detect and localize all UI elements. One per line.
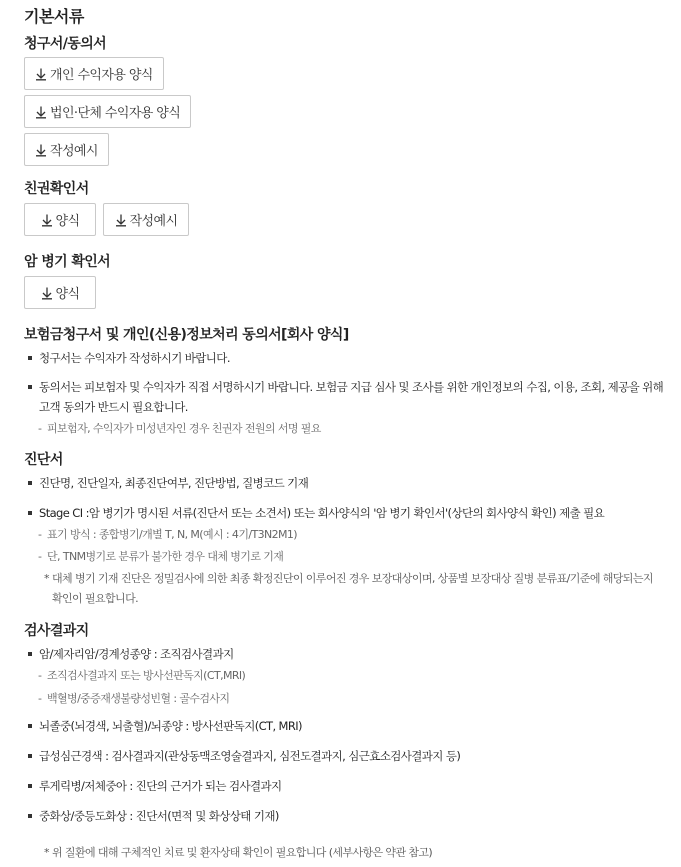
sub-item: - 조직검사결과지 또는 방사선판독지(CT,MRI) — [38, 669, 246, 682]
sub-item: - 단, TNM병기로 분류가 불가한 경우 대체 병기로 기재 — [38, 550, 284, 563]
download-icon — [35, 105, 47, 119]
download-icon — [35, 143, 47, 157]
download-icon — [35, 67, 47, 81]
download-claim-example-button[interactable] — [24, 133, 109, 166]
list-item: 암/제자리암/경계성종양 : 조직검사결과지 — [28, 644, 668, 664]
button-label: 작성예시 — [129, 214, 178, 229]
button-label: 양식 — [55, 214, 80, 229]
list-item: 동의서는 피보험자 및 수익자가 직접 서명하시기 바랍니다. 보험금 지급 심사 및 조사를 위한 개인정보의 수집, 이용, 조회, 제공을 위해 고객 동의가 반드시 필요합니다. — [28, 377, 668, 417]
download-kinship-form-button[interactable] — [24, 203, 96, 236]
download-corporate-form-button[interactable] — [24, 95, 191, 128]
list-item: Stage CI :암 병기가 명시된 서류(진단서 또는 소견서) 또는 회사양식의 '암 병기 확인서'(상단의 회사양식 확인) 제출 필요 — [28, 503, 668, 523]
sub-item: - 표기 방식 : 종합병기/개별 T, N, M(예시 : 4기/T3N2M1) — [38, 528, 297, 541]
section-title-test-results: 검사결과지 — [24, 623, 89, 639]
download-icon — [41, 286, 53, 300]
download-personal-form-button[interactable] — [24, 57, 164, 90]
download-cancer-stage-form-button[interactable] — [24, 276, 96, 309]
list-item: 청구서는 수익자가 작성하시기 바랍니다. — [28, 348, 668, 368]
download-icon — [115, 213, 127, 227]
download-kinship-example-button[interactable] — [103, 203, 189, 236]
download-icon — [41, 213, 53, 227]
footnote: * 위 질환에 대해 구체적인 치료 및 환자상태 확인이 필요합니다 (세부사항은 약관 참고) — [44, 846, 433, 859]
section-title-cancer-stage: 암 병기 확인서 — [24, 254, 111, 270]
section-title-diagnosis: 진단서 — [24, 452, 63, 468]
list-item: 중화상/중등도화상 : 진단서(면적 및 화상상태 기재) — [28, 806, 668, 826]
footnote: * 대체 병기 기재 진단은 정밀검사에 의한 최종 확정진단이 이루어진 경우 보장대상이며, 상품별 보장대상 질병 분류표/기준에 해당되는지 확인이 필요합니다. — [44, 572, 653, 605]
page-title: 기본서류 — [24, 7, 84, 26]
list-item: 진단명, 진단일자, 최종진단여부, 진단방법, 질병코드 기재 — [28, 473, 668, 493]
section-title-claim: 청구서/동의서 — [24, 36, 107, 52]
sub-item: - 피보험자, 수익자가 미성년자인 경우 친권자 전원의 서명 필요 — [38, 422, 321, 435]
button-label: 개인 수익자용 양식 — [50, 68, 153, 83]
list-item: 루게릭병/저체중아 : 진단의 근거가 되는 검사결과지 — [28, 776, 668, 796]
list-item: 뇌졸중(뇌경색, 뇌출혈)/뇌종양 : 방사선판독지(CT, MRI) — [28, 716, 668, 736]
section-title-kinship: 친권확인서 — [24, 181, 89, 197]
section-title-consent: 보험금청구서 및 개인(신용)정보처리 동의서[회사 양식] — [24, 327, 349, 343]
button-label: 작성예시 — [50, 144, 98, 159]
button-label: 법인·단체 수익자용 양식 — [50, 106, 181, 121]
list-item: 급성심근경색 : 검사결과지(관상동맥조영술결과지, 심전도결과지, 심근효소검사결과지 등) — [28, 746, 668, 766]
button-label: 양식 — [55, 287, 80, 302]
sub-item: - 백혈병/중증재생불량성빈혈 : 골수검사지 — [38, 692, 230, 705]
